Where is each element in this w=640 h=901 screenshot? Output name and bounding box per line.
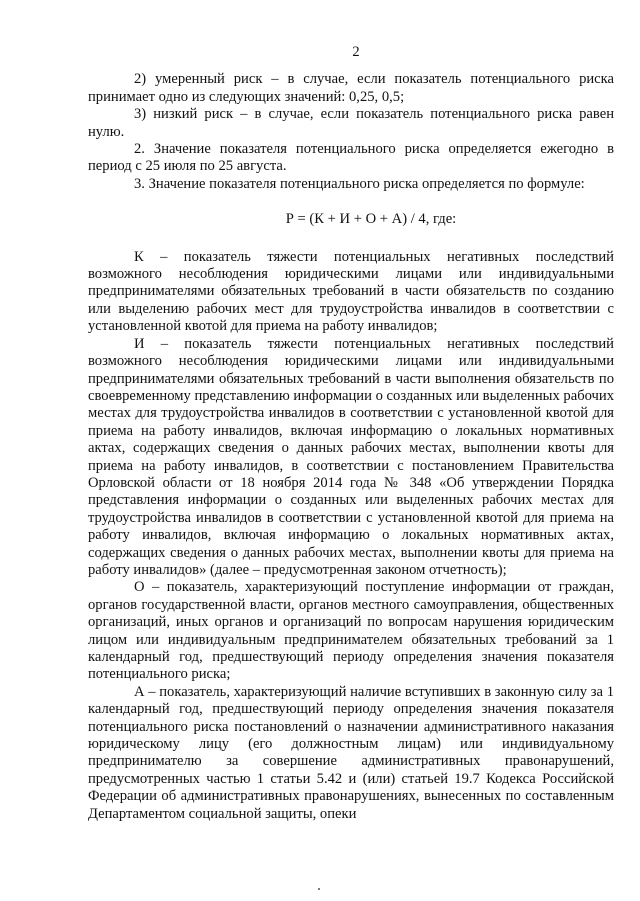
paragraph-low-risk: 3) низкий риск – в случае, если показатель потенциального риска равен нулю. — [88, 106, 614, 140]
definition-a: А – показатель, характеризующий наличие вступивших в законную силу за 1 календарный год, предшествующий периоду определения значения показателя потенциального риска постановлений о назначении административного наказания юридическому лицу (его должностным лицам) или индивидуальному предпринимателю за совершение административных правонарушений, предусмотренных частью 1 статьи 5.42 и (или) статьей 19.7 Кодекса Российской Федерации об административных правонарушениях, вынесенных по составленным Департаментом социальной защиты, опеки — [88, 683, 614, 822]
scan-mark — [318, 888, 320, 890]
definition-i: И – показатель тяжести потенциальных негативных последствий возможного несоблюдения юридическими лицами или индивидуальными предпринимателями обязательных требований в части выполнения обязательств по своевременному представлению информации о созданных или выделенных рабочих местах для трудоустройства инвалидов в соответствии с установленной квотой для приема на работу инвалидов, включая информацию о локальных нормативных актах, содержащих сведения о данных рабочих местах, выполнении квоты для приема на работу инвалидов, в соответствии с постановлением Правительства Орловской области от 18 ноября 2014 года № 348 «Об утверждении Порядка представления информации о созданных или выделенных рабочих местах для трудоустройства инвалидов в соответствии с установленной квотой для приема на работу инвалидов, включая информацию о локальных нормативных актах, содержащих сведения о данных рабочих местах, выполнении квоты для приема на работу инвалидов» (далее – предусмотренная законом отчетность); — [88, 335, 614, 578]
paragraph-period: 2. Значение показателя потенциального риска определяется ежегодно в период с 25 июля по 25 августа. — [88, 141, 614, 175]
paragraph-formula-intro: 3. Значение показателя потенциального риска определяется по формуле: — [134, 175, 585, 192]
definition-k: К – показатель тяжести потенциальных негативных последствий возможного несоблюдения юридическими лицами или индивидуальными предпринимателями обязательных требований в части обязательств по созданию или выделению рабочих мест для трудоустройства инвалидов в соответствии с установленной квотой для приема на работу инвалидов; — [88, 248, 614, 335]
paragraph-moderate-risk: 2) умеренный риск – в случае, если показатель потенциального риска принимает одно из следующих значений: 0,25, 0,5; — [88, 71, 614, 105]
page-number: 2 — [352, 44, 360, 60]
formula: Р = (К + И + О + А) / 4, где: — [285, 211, 457, 228]
definition-o: О – показатель, характеризующий поступление информации от граждан, органов государственной власти, органов местного самоуправления, общественных организаций, иных органов и организаций по вопросам нарушения юридическим лицом или индивидуальным предпринимателем обязательных требований за 1 календарный год, предшествующий периоду определения значения показателя потенциального риска; — [88, 579, 614, 683]
